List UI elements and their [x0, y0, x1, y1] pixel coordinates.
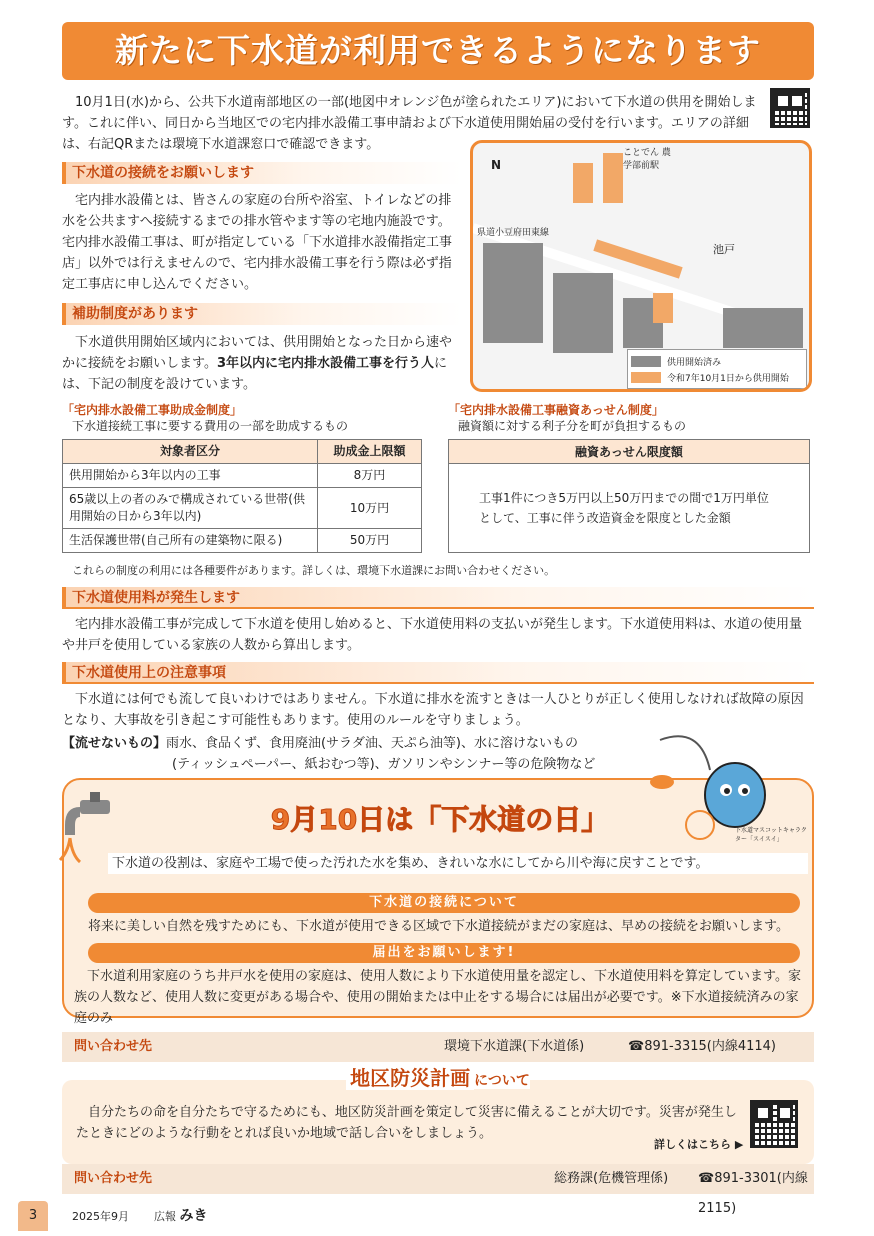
- loan-desc: 融資額に対する利子分を町が負担するもの: [458, 419, 687, 433]
- area-map[interactable]: [470, 140, 812, 392]
- table-row: [63, 529, 422, 553]
- bousai-text: 自分たちの命を自分たちで守るためにも、地区防災計画を策定して災害に備えることが大切です。災害が発生したときにどのような行動をとれば良いか地域で話し合いをしましょう。: [76, 1105, 737, 1141]
- subsidy-table-desc: 下水道接続工事に要する費用の一部を助成するもの: [72, 419, 349, 433]
- mascot-caption: 下水道マスコットキャラクター「スイスイ」: [735, 827, 807, 843]
- map-block-done: [553, 273, 613, 353]
- subsidy-text-c: には、下記の制度を設けています。: [62, 356, 448, 392]
- bousai-more-link[interactable]: 詳しくはこちら ▶: [654, 1138, 744, 1151]
- ng-label: 【流せないもの】: [62, 736, 167, 751]
- pill-notification-text: 下水道利用家庭のうち井戸水を使用の家庭は、使用人数により下水道使用量を認定し、下水道使用料を算定しています。家族の人数など、使用人数に変更がある場合や、使用の開始または中止をする場合には届出が必要です。※下水道接続済みの家庭のみ: [74, 969, 801, 1026]
- subsidy-col-amount: 助成金上限額: [318, 440, 422, 464]
- station-label: ことでん 農学部前駅: [623, 148, 671, 171]
- caution-text: 下水道には何でも流して良いわけではありません。下水道に排水を流すときは一人ひとりが正しく使用しなければ故障の原因となり、大事故を引き起こす可能性もあります。使用のルールを守りましょう。: [62, 692, 804, 728]
- road-label: 県道小豆府田東線: [477, 228, 550, 238]
- table-cell: 10万円: [318, 488, 422, 529]
- sewer-day-text: 下水道の役割は、家庭や工場で使った汚れた水を集め、きれいな水にしてから川や海に戻すことです。: [108, 853, 808, 874]
- map-block-done: [723, 308, 803, 348]
- section-heading-caution: 下水道使用上の注意事項: [62, 662, 814, 684]
- contact-dept: 総務課(危機管理係): [554, 1171, 669, 1186]
- table-cell: 生活保護世帯(自己所有の建築物に限る): [63, 529, 318, 553]
- page-title: 新たに下水道が利用できるようになります: [115, 31, 761, 70]
- bousai-title-suffix: について: [474, 1073, 530, 1089]
- map-block-new: [653, 293, 673, 323]
- qr-code-map[interactable]: [770, 88, 810, 128]
- table-cell: 供用開始から3年以内の工事: [63, 464, 318, 488]
- map-legend: [627, 349, 807, 389]
- ng-list: [62, 733, 662, 754]
- legend-new-label: 令和7年10月1日から供用開始: [667, 373, 789, 384]
- subsidy-note: これらの制度の利用には各種要件があります。詳しくは、環境下水道課にお問い合わせください。: [72, 564, 556, 577]
- footer-pub-label: 広報: [154, 1210, 176, 1223]
- footer-pub: [154, 1206, 208, 1227]
- map-block-new: [573, 163, 593, 203]
- bousai-title: 地区防災計画: [346, 1066, 474, 1090]
- subsidy-text-emphasis: 3年以内に宅内排水設備工事を行う人: [216, 356, 435, 371]
- section-heading-fee: 下水道使用料が発生します: [62, 587, 814, 609]
- table-cell: 8万円: [318, 464, 422, 488]
- table-cell: 50万円: [318, 529, 422, 553]
- ng-items-2: (ティッシュペーパー、紙おむつ等)、ガソリンやシンナー等の危険物など: [172, 757, 596, 772]
- page-number: 3: [18, 1201, 48, 1231]
- subsidy-table: [62, 439, 422, 553]
- loan-box-header: 融資あっせん限度額: [449, 440, 809, 464]
- loan-title: 「宅内排水設備工事融資あっせん制度」: [448, 403, 664, 417]
- table-row: [63, 488, 422, 529]
- connection-text: 宅内排水設備とは、皆さんの家庭の台所や浴室、トイレなどの排水を公共ますへ接続するまでの排水管やます等の宅地内施設です。宅内排水設備工事は、町が指定している「下水道排水設備指定工事店」以外では行えませんので、宅内排水設備工事を行う際は必ず指定工事店に申し込んでください。: [62, 193, 453, 292]
- contact-label: 問い合わせ先: [74, 1171, 153, 1186]
- map-block-new: [603, 153, 623, 203]
- legend-done-label: 供用開始済み: [667, 357, 722, 368]
- pill-connection: 下水道の接続について: [88, 893, 800, 913]
- sewer-day-title: 9月10日は「下水道の日」: [270, 803, 610, 836]
- contact-tel[interactable]: ☎891-3315(内線4114): [628, 1039, 777, 1054]
- qr-code-bousai[interactable]: [750, 1100, 798, 1148]
- pill-notification: 届出をお願いします!: [88, 943, 800, 963]
- map-block-done: [483, 243, 543, 343]
- north-label: N: [491, 158, 502, 172]
- contact-dept: 環境下水道課(下水道係): [444, 1039, 585, 1054]
- subsidy-text-a: 下水道供用開始区域内においては、供用開始となった日から速やかに接続をお願いします。: [62, 335, 453, 371]
- footer-pub-name: みき: [179, 1208, 208, 1224]
- section-heading-connection: 下水道の接続をお願いします: [62, 162, 462, 184]
- intro-text: 10月1日(水)から、公共下水道南部地区の一部(地図中オレンジ色が塗られたエリア)において下水道の供用を開始します。これに伴い、同日から当地区での宅内排水設備工事申請および下水道使用開始届の受付を行います。エリアの詳細は、右記QRまたは環境下水道課窓口で確認できます。: [62, 95, 757, 152]
- loan-box: [448, 439, 810, 553]
- subsidy-table-title: 「宅内排水設備工事助成金制度」: [62, 403, 243, 417]
- section-heading-subsidy: 補助制度があります: [62, 303, 462, 325]
- subsidy-col-target: 対象者区分: [63, 440, 318, 464]
- legend-swatch-done: [631, 356, 661, 367]
- contact-sewer: [62, 1032, 814, 1062]
- ng-items-1: 雨水、食品くず、食用廃油(サラダ油、天ぷら油等)、水に溶けないもの: [166, 736, 578, 751]
- legend-swatch-new: [631, 372, 661, 383]
- table-row: [63, 464, 422, 488]
- footer-date: 2025年9月: [72, 1210, 129, 1223]
- area-label: 池戸: [713, 243, 735, 256]
- bousai-heading: [62, 1068, 814, 1092]
- subsidy-intro-text: [62, 332, 462, 395]
- fee-text: 宅内排水設備工事が完成して下水道を使用し始めると、下水道使用料の支払いが発生します。下水道使用料は、水道の使用量や井戸を使用している家族の人数から算出します。: [62, 617, 802, 653]
- loan-box-body: 工事1件につき5万円以上50万円までの間で1万円単位として、工事に伴う改造資金を限度とした金額: [479, 491, 769, 525]
- pill-connection-text: 将来に美しい自然を残すためにも、下水道が使用できる区域で下水道接続がまだの家庭は、早めの接続をお願いします。: [88, 919, 789, 934]
- table-cell: 65歳以上の者のみで構成されている世帯(供用開始の日から3年以内): [63, 488, 318, 529]
- contact-label: 問い合わせ先: [74, 1039, 153, 1054]
- contact-tel[interactable]: ☎891-3301(内線2115): [698, 1171, 808, 1216]
